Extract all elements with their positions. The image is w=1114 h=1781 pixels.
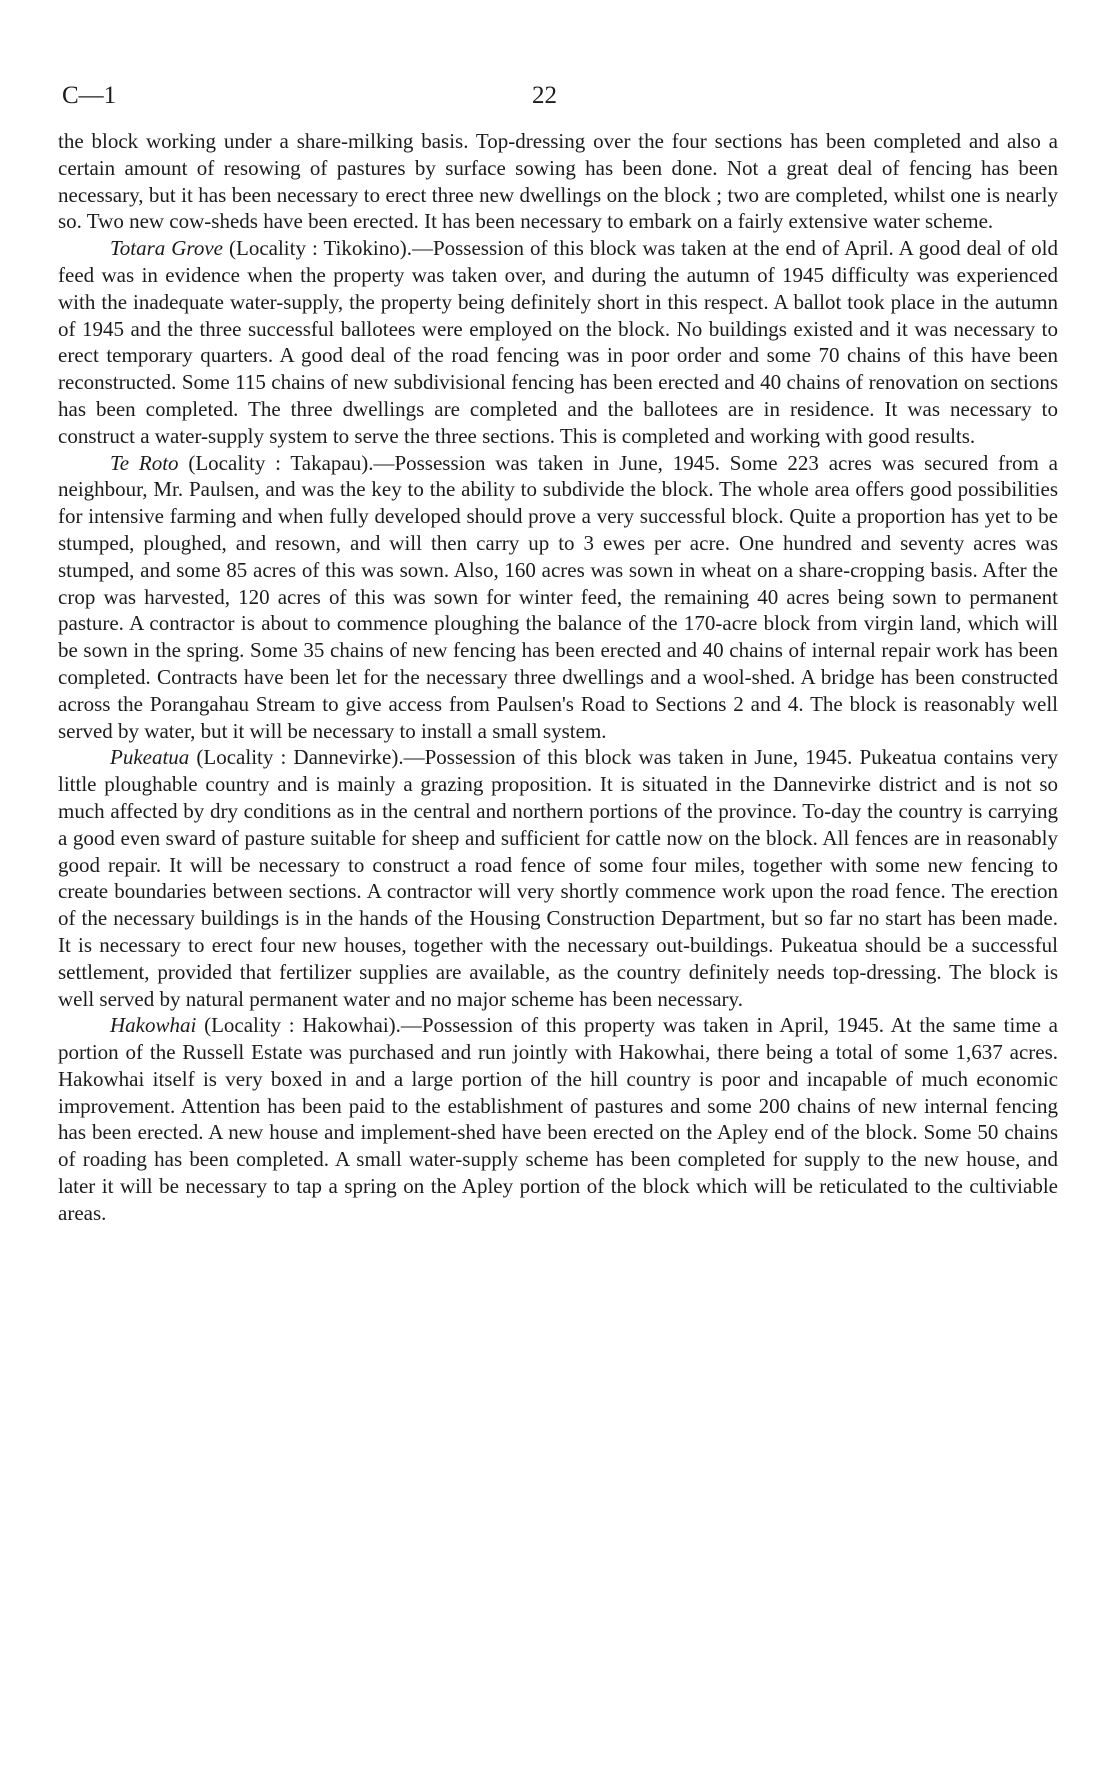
page-header [62,82,1052,122]
paragraph-text: (Locality : Hakowhai).—Possession of this property was taken in April, 1945. At the same time a portion of the Russell Estate was purchased and run jointly with Hakowhai, there being a total of some 1,637 acres. Hakowhai itself is very boxed in and a large portion of the hill country is poor and incapable of much economic improvement. Attention has been paid to the establishment of pastures and some 200 chains of new internal fencing has been erected. A new house and implement-shed have been erected on the Apley end of the block. Some 50 chains of roading has been completed. A small water-supply scheme has been completed for supply to the new house, and later it will be necessary to tap a spring on the Apley portion of the block which will be reticulated to the cultiviable areas. [58,1013,1058,1225]
paragraph-totara-grove [58,235,1058,449]
paragraph-pukeatua [58,744,1058,1012]
paragraph-text: (Locality : Tikokino).—Possession of this block was taken at the end of April. A good deal of old feed was in evidence when the property was taken over, and during the autumn of 1945 difficulty was experienced with the inadequate water-supply, the property being definitely short in this respect. A ballot took place in the autumn of 1945 and the three successful ballotees were employed on the block. No buildings existed and it was necessary to erect temporary quarters. A good deal of the road fencing was in poor order and some 70 chains of this have been reconstructed. Some 115 chains of new subdivisional fencing has been erected and 40 chains of renovation on sections has been completed. The three dwellings are completed and the ballotees are in residence. It was necessary to construct a water-supply system to serve the three sections. This is completed and working with good results. [58,236,1058,448]
paragraph-hakowhai [58,1012,1058,1226]
page-number: 22 [532,82,557,109]
block-name-totara-grove: Totara Grove [110,236,223,261]
paragraph-continuation [58,128,1058,235]
paragraph-text: the block working under a share-milking basis. Top-dressing over the four sections has been completed and also a certain amount of resowing of pastures by surface sowing has been done. Not a great deal of fencing has been necessary, but it has been necessary to erect three new dwellings on the block ; two are completed, whilst one is nearly so. Two new cow-sheds have been erected. It has been necessary to embark on a fairly extensive water scheme. [58,129,1058,234]
block-name-pukeatua: Pukeatua [110,745,190,770]
body-text [58,128,1058,1227]
paragraph-te-roto [58,450,1058,745]
report-code: C—1 [62,82,117,109]
paragraph-text: (Locality : Dannevirke).—Possession of this block was taken in June, 1945. Pukeatua contains very little ploughable country and is mainly a grazing proposition. It is situated in the Dannevirke district and is not so much affected by dry conditions as in the central and northern portions of the province. To-day the country is carrying a good even sward of pasture suitable for sheep and sufficient for cattle now on the block. All fences are in reasonably good repair. It will be necessary to construct a road fence of some four miles, together with some new fencing to create boundaries between sections. A contractor will very shortly commence work upon the road fence. The erection of the necessary buildings is in the hands of the Housing Construction Department, but so far no start has been made. It is necessary to erect four new houses, together with the necessary out-buildings. Pukeatua should be a successful settlement, provided that fertilizer supplies are available, as the country definitely needs top-dressing. The block is well served by natural permanent water and no major scheme has been necessary. [58,745,1058,1011]
block-name-hakowhai: Hakowhai [110,1013,197,1038]
block-name-te-roto: Te Roto [110,450,179,475]
paragraph-text: (Locality : Takapau).—Possession was taken in June, 1945. Some 223 acres was secured from a neighbour, Mr. Paulsen, and was the key to the ability to subdivide the block. The whole area offers good possibilities for intensive farming and when fully developed should prove a very successful block. Quite a proportion has yet to be stumped, ploughed, and resown, and will then carry up to 3 ewes per acre. One hundred and seventy acres was stumped, and some 85 acres of this was sown. Also, 160 acres was sown in wheat on a share-cropping basis. After the crop was harvested, 120 acres of this was sown for winter feed, the remaining 40 acres being sown to permanent pasture. A contractor is about to commence ploughing the balance of the 170-acre block from virgin land, which will be sown in the spring. Some 35 chains of new fencing has been erected and 40 chains of internal repair work has been completed. Contracts have been let for the necessary three dwellings and a wool-shed. A bridge has been constructed across the Porangahau Stream to give access from Paulsen's Road to Sections 2 and 4. The block is reasonably well served by water, but it will be necessary to install a small system. [58,450,1058,743]
